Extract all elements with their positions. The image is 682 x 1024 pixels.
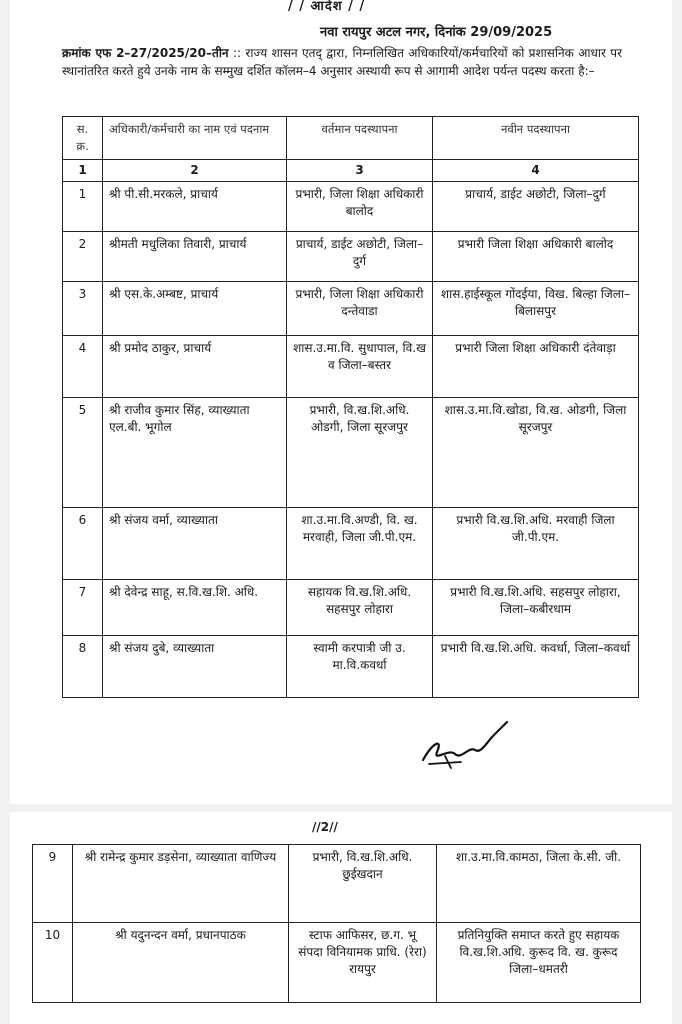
header-name: अधिकारी/कर्मचारी का नाम एवं पदनाम [103, 117, 287, 160]
table-row [33, 845, 641, 923]
order-body-text: :: राज्य शासन एतद् द्वारा, निम्नलिखित अधिकारियों/कर्मचारियों को प्रशासनिक आधार पर स्थानांतरित करते हुये उनके नाम के सम्मुख दर्शित कॉलम–4 अनुसार अस्थायी रूप से आगामी आदेश पर्यन्त पदस्थ करता है:– [62, 46, 622, 78]
new-posting: शास.उ.मा.वि.खोडा, वि.ख. ओडगी, जिला सूरजपुर [433, 398, 639, 508]
serial-number: 8 [63, 636, 103, 698]
current-posting: प्राचार्य, डाईट अछोटी, जिला–दुर्ग [287, 232, 433, 282]
officer-name: श्री संजय दुबे, व्याख्याता [103, 636, 287, 698]
order-paragraph [62, 44, 622, 80]
column-number: 4 [433, 160, 639, 182]
table-row [63, 336, 639, 398]
table-row [63, 182, 639, 232]
current-posting: सहायक वि.ख.शि.अधि. सहसपुर लोहारा [287, 580, 433, 636]
current-posting: प्रभारी, जिला शिक्षा अधिकारी बालोद [287, 182, 433, 232]
officer-name: श्री देवेन्द्र साहू, स.वि.ख.शि. अधि. [103, 580, 287, 636]
transfer-table [62, 116, 639, 698]
table-row [63, 398, 639, 508]
current-posting: स्टाफ आफिसर, छ.ग. भू संपदा विनियामक प्राधि. (रेरा) रायपुर [289, 923, 437, 1003]
table-row [63, 580, 639, 636]
serial-number: 7 [63, 580, 103, 636]
new-posting: प्रभारी जिला शिक्षा अधिकारी दंतेवाड़ा [433, 336, 639, 398]
serial-number: 4 [63, 336, 103, 398]
column-number-row [63, 160, 639, 182]
new-posting: प्रभारी वि.ख.शि.अधि. कवर्धा, जिला–कवर्धा [433, 636, 639, 698]
serial-number: 1 [63, 182, 103, 232]
header-current-posting: वर्तमान पदस्थापना [287, 117, 433, 160]
new-posting: प्रभारी वि.ख.शि.अधि. मरवाही जिला जी.पी.एम. [433, 508, 639, 580]
current-posting: प्रभारी, वि.ख.शि.अधि. छुईखदान [289, 845, 437, 923]
new-posting: प्रभारी वि.ख.शि.अधि. सहसपुर लोहारा, जिला–कबीरधाम [433, 580, 639, 636]
officer-name: श्रीमती मधुलिका तिवारी, प्राचार्य [103, 232, 287, 282]
serial-number: 5 [63, 398, 103, 508]
order-number: क्रमांक एफ 2–27/2025/20–तीन [62, 46, 229, 60]
current-posting: शा.उ.मा.वि.अण्डी, वि. ख. मरवाही, जिला जी.पी.एम. [287, 508, 433, 580]
transfer-table-continued [32, 844, 641, 1003]
table-row [63, 508, 639, 580]
current-posting: स्वामी करपात्री जी उ. मा.वि.कवर्धा [287, 636, 433, 698]
serial-number: 3 [63, 282, 103, 336]
table-header-row [63, 117, 639, 160]
column-number: 2 [103, 160, 287, 182]
officer-name: श्री रामेन्द्र कुमार डड़सेना, व्याख्याता वाणिज्य [73, 845, 289, 923]
officer-name: श्री राजीव कुमार सिंह, व्याख्याता एल.बी. भूगोल [103, 398, 287, 508]
document-page-2 [10, 812, 672, 1024]
header-serial: स. क्र. [63, 117, 103, 160]
officer-name: श्री पी.सी.मरकले, प्राचार्य [103, 182, 287, 232]
officer-name: श्री संजय वर्मा, व्याख्याता [103, 508, 287, 580]
serial-number: 9 [33, 845, 73, 923]
place-date-line: नवा रायपुर अटल नगर, दिनांक 29/09/2025 [320, 25, 553, 40]
new-posting: प्रभारी जिला शिक्षा अधिकारी बालोद [433, 232, 639, 282]
officer-name: श्री प्रमोद ठाकुर, प्राचार्य [103, 336, 287, 398]
page-number: //2// [312, 820, 338, 834]
new-posting: प्रतिनियुक्ति समाप्त करते हुए सहायक वि.ख.शि.अधि. कुरूद वि. ख. कुरूद जिला–धमतरी [437, 923, 641, 1003]
table-row [33, 923, 641, 1003]
current-posting: शास.उ.मा.वि. सुधापाल, वि.ख व जिला–बस्तर [287, 336, 433, 398]
column-number: 3 [287, 160, 433, 182]
new-posting: शा.उ.मा.वि.कामठा, जिला के.सी. जी. [437, 845, 641, 923]
current-posting: प्रभारी, वि.ख.शि.अधि. ओडगी, जिला सूरजपुर [287, 398, 433, 508]
signature-image [415, 712, 515, 772]
new-posting: प्राचार्य, डाईट अछोटी, जिला–दुर्ग [433, 182, 639, 232]
table-row [63, 282, 639, 336]
order-heading: / / आदेश / / [288, 0, 366, 14]
officer-name: श्री एस.के.अम्बष्ट, प्राचार्य [103, 282, 287, 336]
header-new-posting: नवीन पदस्थापना [433, 117, 639, 160]
document-page-1 [10, 0, 672, 804]
column-number: 1 [63, 160, 103, 182]
serial-number: 10 [33, 923, 73, 1003]
serial-number: 2 [63, 232, 103, 282]
current-posting: प्रभारी, जिला शिक्षा अधिकारी दन्तेवाडा [287, 282, 433, 336]
table-row [63, 232, 639, 282]
new-posting: शास.हाईस्कूल गोंदईया, विख. बिल्हा जिला–बिलासपुर [433, 282, 639, 336]
serial-number: 6 [63, 508, 103, 580]
table-row [63, 636, 639, 698]
officer-name: श्री यदुनन्दन वर्मा, प्रधानपाठक [73, 923, 289, 1003]
